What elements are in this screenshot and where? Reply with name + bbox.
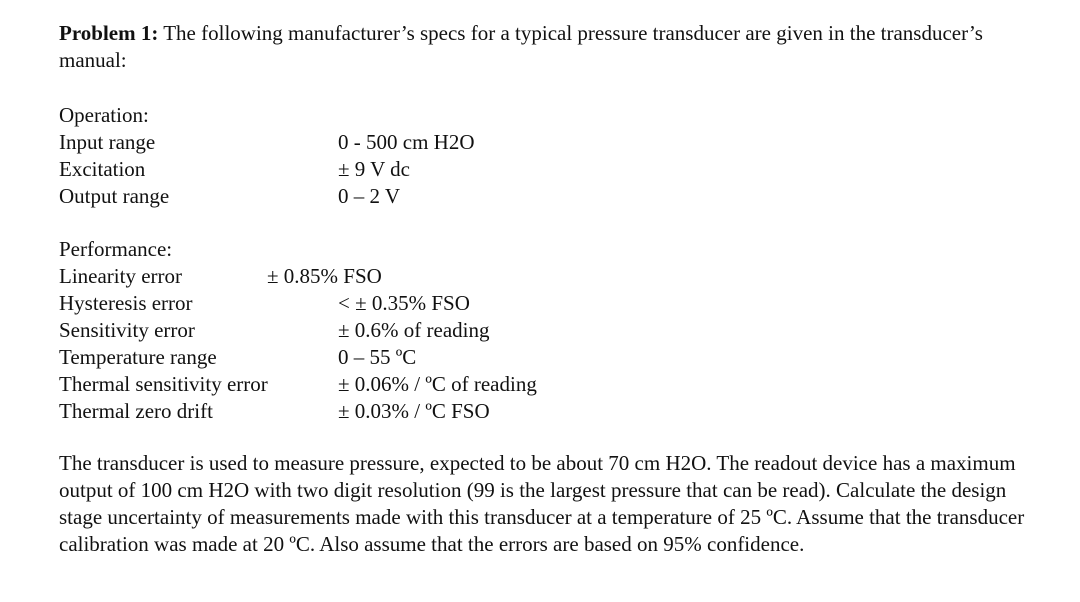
spec-value-input-range: 0 - 500 cm H2O xyxy=(338,130,475,154)
problem-intro: The following manufacturer’s specs for a typical pressure transducer are given in the transducer’s manual: xyxy=(59,21,983,72)
spec-label-sensitivity-error: Sensitivity error xyxy=(59,318,195,342)
spec-value-linearity-error: ± 0.85% FSO xyxy=(267,264,382,288)
spec-value-thermal-zero-drift: ± 0.03% / ºC FSO xyxy=(338,399,490,423)
spec-value-hysteresis-error: < ± 0.35% FSO xyxy=(338,291,470,315)
spec-label-temperature-range: Temperature range xyxy=(59,345,217,369)
spec-label-thermal-sensitivity-error: Thermal sensitivity error xyxy=(59,372,268,396)
spec-value-output-range: 0 – 2 V xyxy=(338,184,401,208)
spec-label-thermal-zero-drift: Thermal zero drift xyxy=(59,399,213,423)
spec-label-hysteresis-error: Hysteresis error xyxy=(59,291,193,315)
problem-heading xyxy=(59,20,1019,74)
problem-label: Problem 1: xyxy=(59,21,159,45)
spec-label-linearity-error: Linearity error xyxy=(59,264,183,288)
spec-label-input-range: Input range xyxy=(59,130,156,154)
spec-value-sensitivity-error: ± 0.6% of reading xyxy=(338,318,490,342)
spec-label-excitation: Excitation xyxy=(59,157,146,181)
spec-label-output-range: Output range xyxy=(59,184,170,208)
operation-title: Operation: xyxy=(59,103,149,127)
performance-title: Performance: xyxy=(59,237,173,261)
spec-value-excitation: ± 9 V dc xyxy=(338,157,411,181)
question-paragraph: The transducer is used to measure pressure, expected to be about 70 cm H2O. The readout device has a maximum output of 100 cm H2O with two digit resolution (99 is the largest pressure that can be read). Calculate the design stage uncertainty of measurements made with this transducer at a temperature of 25 ºC. Assume that the transducer calibration was made at 20 ºC. Also assume that the errors are based on 95% confidence. xyxy=(59,451,1025,556)
spec-value-temperature-range: 0 – 55 ºC xyxy=(338,345,417,369)
spec-value-thermal-sensitivity-error: ± 0.06% / ºC of reading xyxy=(338,372,537,396)
